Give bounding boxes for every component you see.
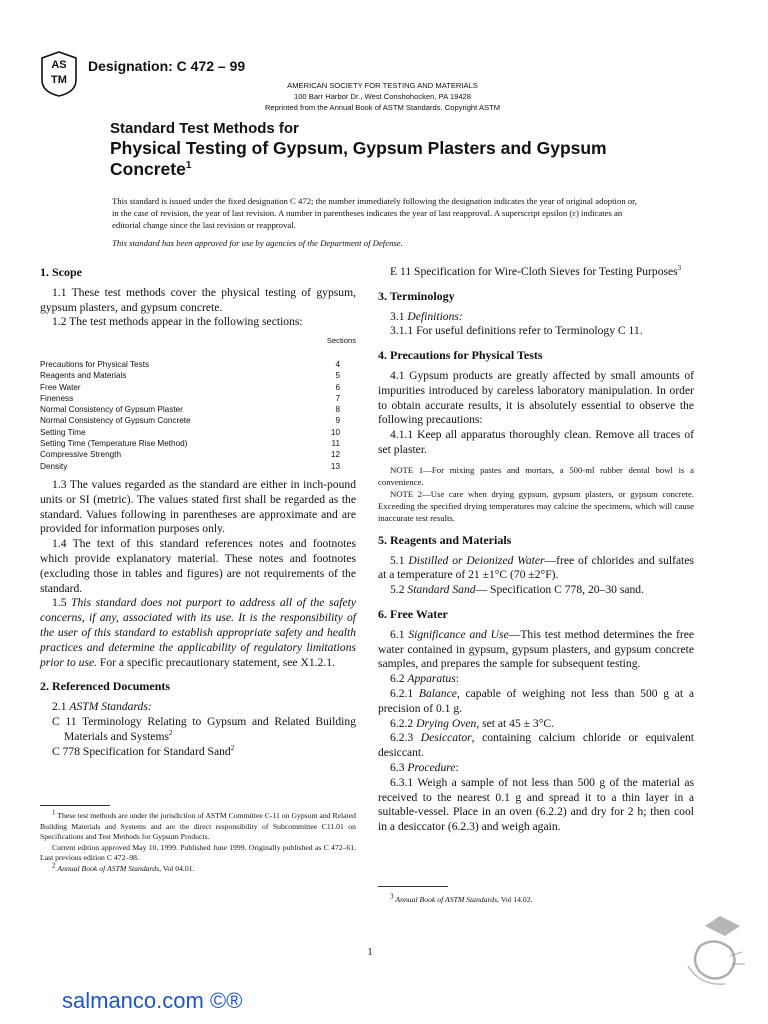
paragraph-6-2-lead: 6.2: [390, 672, 408, 686]
left-column: [40, 265, 356, 759]
publisher-reprint: Reprinted from the Annual Book of ASTM Standards. Copyright ASTM: [264, 103, 501, 112]
sections-column-header: Sections: [326, 336, 356, 346]
toc-label: Density: [40, 461, 68, 471]
footnotes-left: [40, 808, 356, 875]
paragraph-1-2: 1.2 The test methods appear in the following sections:: [52, 315, 303, 329]
section-heading-precautions: 4. Precautions for Physical Tests: [378, 348, 543, 363]
approval-statement: This standard has been approved for use by agencies of the Department of Defense.: [112, 238, 403, 248]
reference-e11-text: E 11 Specification for Wire-Cloth Sieves for Testing Purposes: [390, 265, 678, 278]
page-number: 1: [367, 946, 373, 958]
paragraph-2-1: [40, 700, 356, 715]
procedure-label: Procedure: [407, 760, 456, 774]
title-line-3-text: Concrete: [110, 159, 186, 179]
footnote-3: [390, 892, 690, 904]
paragraph-5-1-lead: 5.1: [390, 553, 409, 567]
toc-label: Precautions for Physical Tests: [40, 359, 150, 369]
paragraph-3-1-1: 3.1.1 For useful definitions refer to Terminology C 11.: [390, 324, 643, 338]
desiccator-label: Desiccator: [420, 731, 472, 745]
toc-section: 11: [331, 439, 340, 449]
paragraph-1-5: [40, 596, 356, 670]
footnote-2: [40, 861, 356, 875]
paragraph-6-3: [378, 761, 694, 776]
toc-section: 8: [335, 405, 340, 415]
paragraph-4-1-1: 4.1.1 Keep all apparatus thoroughly clean. Remove all traces of set plaster.: [378, 428, 694, 456]
balance-label: Balance: [418, 686, 457, 700]
title-line-1: Standard Test Methods for: [110, 120, 299, 137]
toc-row: [40, 393, 340, 404]
paragraph-6-2-2-lead: 6.2.2: [390, 716, 417, 730]
toc-section: 6: [335, 382, 340, 392]
astm-standards-label: ASTM Standards:: [69, 700, 152, 714]
paragraph-6-2-3-tail: , containing calcium chloride or equivalent desiccant.: [378, 731, 694, 760]
paragraph-6-2-1: [378, 687, 694, 717]
section-heading-scope: 1. Scope: [40, 265, 82, 279]
paragraph-5-1: [378, 554, 694, 584]
definitions-label: Definitions:: [407, 309, 463, 323]
paragraph-3-1-lead: 3.1: [390, 309, 408, 323]
section-heading-terminology: 3. Terminology: [378, 288, 455, 303]
watermark-stamp-icon: [670, 906, 760, 996]
right-column: [378, 265, 694, 835]
paragraph-1-1: 1.1 These test methods cover the physical testing of gypsum, gypsum plasters, and gypsum concrete.: [40, 285, 356, 314]
toc-label: Setting Time (Temperature Rise Method): [40, 439, 188, 449]
footnote-mark: 3: [390, 892, 394, 901]
footnote-1: [40, 808, 356, 843]
toc-section: 10: [330, 427, 340, 437]
footnote-2-tail: , Vol 04.01.: [159, 863, 195, 873]
paragraph-6-1-tail: —This test method determines the free water contained in gypsum, gypsum plasters, and gypsum concrete samples, and prepares the sample for subsequent testing.: [378, 627, 694, 671]
paragraph-6-2-3-lead: 6.2.3: [390, 731, 421, 745]
paragraph-6-2-tail: :: [455, 672, 459, 686]
footnote-mark: 1: [52, 808, 56, 817]
distilled-water-label: Distilled or Deionized Water: [408, 553, 545, 567]
toc-label: Fineness: [40, 393, 74, 403]
paragraph-1-5-lead: 1.5: [52, 596, 72, 610]
footnote-ref: 2: [168, 728, 173, 737]
toc-label: Normal Consistency of Gypsum Plaster: [40, 405, 183, 415]
publisher-address: 100 Barr Harbor Dr., West Conshohocken, PA 19428: [293, 92, 471, 101]
toc-section: 7: [335, 393, 340, 403]
toc-row: [40, 404, 340, 415]
svg-text:TM: TM: [51, 74, 67, 86]
paragraph-6-1-lead: 6.1: [390, 627, 409, 641]
paragraph-1-3: 1.3 The values regarded as the standard are either in inch-pound units or SI (metric). The values stated first shall be regarded as the standard. Values following in parentheses are approximate and are provided for information purposes only.: [40, 477, 356, 536]
toc-label: Normal Consistency of Gypsum Concrete: [40, 416, 191, 426]
paragraph-6-2-3: [378, 731, 694, 761]
standard-sand-label: Standard Sand: [407, 583, 476, 597]
section-heading-referenced-documents: 2. Referenced Documents: [40, 679, 171, 694]
footnote-ref: 2: [230, 743, 235, 752]
note-1: NOTE 1—For mixing pastes and mortars, a 500-ml rubber dental bowl is a convenience.: [378, 464, 694, 487]
paragraph-5-2-tail: — Specification C 778, 20–30 sand.: [475, 583, 644, 597]
footnote-mark: 2: [52, 861, 56, 870]
footnote-rule: [378, 886, 448, 887]
paragraph-6-3-tail: :: [455, 760, 459, 774]
paragraph-6-2-1-tail: , capable of weighing not less than 500 g at a precision of 0.1 g.: [378, 686, 694, 715]
paragraph-3-1: [378, 310, 694, 325]
footnote-rule: [40, 805, 110, 806]
toc-row: [40, 438, 340, 449]
reference-c778: [52, 745, 356, 760]
reference-e11: [390, 265, 694, 280]
paragraph-6-3-1: 6.3.1 Weigh a sample of not less than 500 g of the material as received to the nearest 0.1 g and spread it to a thin layer in a suitable-vessel. Place in an oven (6.2.2) and dry for 2 h; then cool in a desiccator (6.2.3) and weigh again.: [378, 775, 694, 834]
paragraph-6-1: [378, 628, 694, 672]
toc-label: Compressive Strength: [40, 450, 121, 460]
paragraph-2-1-lead: 2.1: [52, 700, 70, 714]
paragraph-1-4: 1.4 The text of this standard references notes and footnotes which provide explanatory material. These notes and footnotes (excluding those in tables and figures) are not requirements of the standard.: [40, 537, 356, 595]
watermark-link[interactable]: salmanco.com ©®: [62, 988, 243, 1013]
paragraph-6-2-2: [378, 717, 694, 732]
toc-section: 4: [335, 359, 340, 369]
toc-row: [40, 461, 340, 472]
section-heading-free-water: 6. Free Water: [378, 606, 448, 621]
footnote-ref: 3: [677, 264, 682, 273]
footnote-3-title: Annual Book of ASTM Standards: [395, 895, 498, 904]
reference-c11: [52, 715, 356, 745]
toc-section: 5: [335, 371, 340, 381]
significance-label: Significance and Use: [408, 627, 509, 641]
paragraph-5-2-lead: 5.2: [390, 583, 408, 597]
paragraph-6-2-2-tail: , set at 45 ± 3°C.: [476, 716, 554, 730]
designation: Designation: C 472 – 99: [88, 58, 246, 74]
standard-intro: This standard is issued under the fixed designation C 472; the number immediately following the designation indicates the year of original adoption or, in the case of revision, the year of last revision. A number in parentheses indicates the year of last reapproval. A superscript epsilon (ε) indicates an editorial change since the last revision or reapproval.: [112, 196, 637, 230]
reference-c778-text: C 778 Specification for Standard Sand: [52, 744, 231, 758]
safety-statement: This standard does not purport to address all of the safety concerns, if any, associated with its use. It is the responsibility of the user of this standard to establish appropriate safety and health practices and determine the applicability of regulatory limitations prior to use.: [40, 596, 356, 669]
toc-row: [40, 359, 340, 370]
title-footnote-mark: 1: [185, 160, 192, 172]
publisher-block: [160, 80, 605, 113]
toc-row: [40, 427, 340, 438]
toc-section: 9: [335, 416, 340, 426]
section-heading-reagents: 5. Reagents and Materials: [378, 532, 512, 547]
footnote-2-title: Annual Book of ASTM Standards: [57, 863, 160, 873]
paragraph-4-1: 4.1 Gypsum products are greatly affected by small amounts of impurities introduced by careless laboratory manipulation. In order to obtain accurate results, it is absolutely essential to observe the following precautions:: [378, 368, 694, 427]
paragraph-6-3-lead: 6.3: [390, 760, 408, 774]
toc-section: 13: [330, 461, 340, 471]
footnote-3-tail: , Vol 14.02.: [497, 895, 533, 904]
apparatus-label: Apparatus: [407, 672, 456, 686]
sections-table: [40, 359, 340, 472]
svg-text:AS: AS: [51, 59, 67, 71]
footnote-1-text: These test methods are under the jurisdiction of ASTM Committee C-11 on Gypsum and Related Building Materials and Systems and are the direct responsibility of Subcommittee C11.01 on Specifications and Test Methods for Gypsum Products.: [40, 811, 356, 842]
document-title: [110, 120, 670, 180]
paragraph-5-2: [378, 583, 694, 598]
title-line-3: [110, 159, 670, 180]
toc-label: Setting Time: [40, 427, 86, 437]
publisher-name: AMERICAN SOCIETY FOR TESTING AND MATERIALS: [287, 81, 478, 90]
title-line-2: Physical Testing of Gypsum, Gypsum Plasters and Gypsum: [110, 138, 607, 158]
paragraph-5-1-tail: —free of chlorides and sulfates at a temperature of 21 ±1°C (70 ±2°F).: [378, 553, 694, 582]
astm-logo: [38, 50, 80, 98]
note-2: NOTE 2—Use care when drying gypsum, gypsum plasters, or gypsum concrete. Exceeding the specified drying temperatures may calcine the specimens, which will cause inaccurate test results.: [378, 488, 694, 523]
toc-row: [40, 370, 340, 381]
paragraph-1-5-tail: For a specific precautionary statement, see X1.2.1.: [97, 655, 335, 669]
drying-oven-label: Drying Oven: [416, 716, 477, 730]
paragraph-6-2-1-lead: 6.2.1: [390, 686, 419, 700]
toc-label: Free Water: [40, 382, 81, 392]
reference-c11-text: C 11 Terminology Relating to Gypsum and Related Building Materials and Systems: [52, 714, 356, 743]
paragraph-6-2: [378, 672, 694, 687]
footnote-1-edition: Current edition approved May 10, 1999. Published June 1999. Originally published as C 472–61. Last previous edition C 472–98.: [40, 842, 356, 863]
toc-label: Reagents and Materials: [40, 371, 127, 381]
toc-row: [40, 382, 340, 393]
toc-section: 12: [330, 450, 340, 460]
toc-row: [40, 415, 340, 426]
toc-row: [40, 449, 340, 460]
